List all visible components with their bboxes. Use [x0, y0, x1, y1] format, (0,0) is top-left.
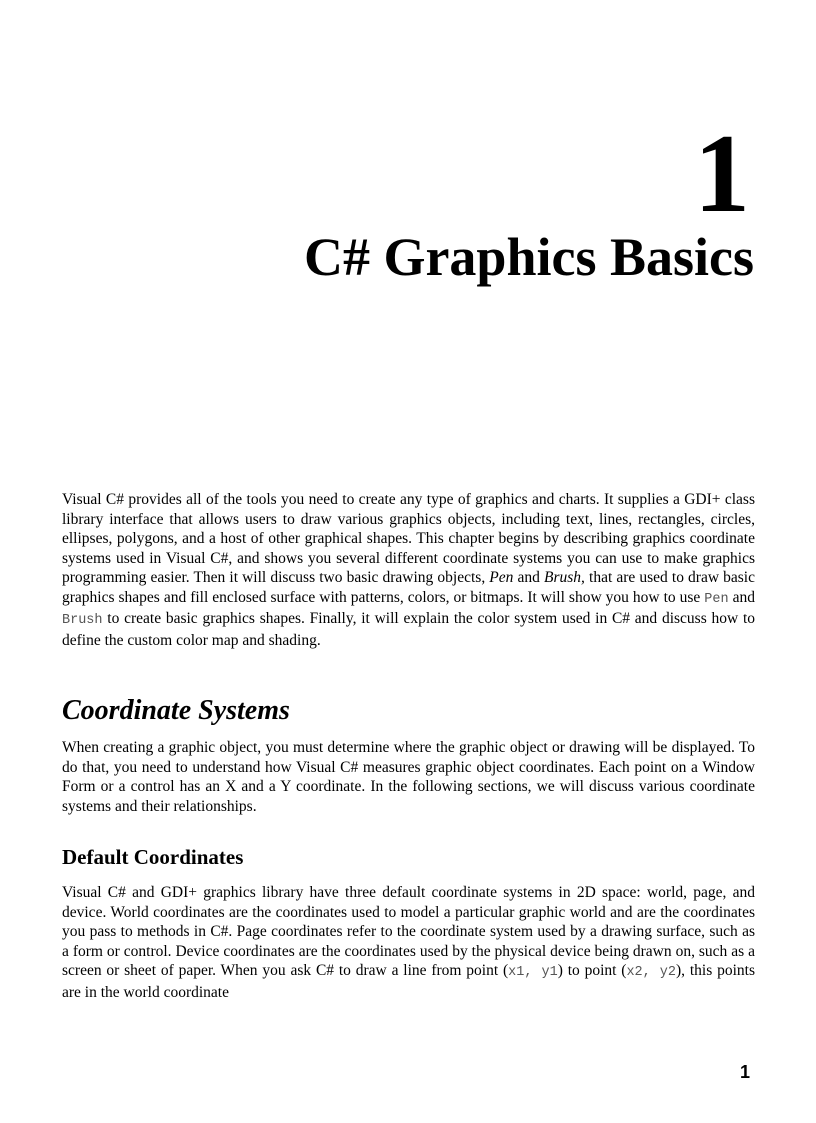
brush-term: Brush, [544, 569, 585, 586]
page-number: 1 [739, 1062, 750, 1082]
intro-and-2: and [728, 588, 755, 606]
intro-and: and [513, 569, 544, 586]
brush-code: Brush [62, 613, 103, 628]
chapter-number: 1 [694, 112, 750, 236]
coordinate-systems-paragraph: When creating a graphic object, you must determine where the graphic object or drawing will be displayed. To do that, you need to understand how Visual C# measures graphic object coordinates. Each point on a Window Form or a control has an X and a Y coordinate. In the following sections, we will discuss various coordinate systems and their relationships. [62, 739, 755, 815]
point-2-code: x2, y2 [626, 965, 677, 980]
intro-text-3: to create basic graphics shapes. Finally, it will explain the color system used in C# and discuss how to define the custom color map and shading. [62, 610, 755, 649]
default-coordinates-paragraph [62, 883, 755, 1002]
pen-term: Pen [489, 569, 514, 586]
intro-paragraph [62, 490, 755, 650]
point-1-code: x1, y1 [508, 965, 558, 980]
default-text-2: ) to point ( [557, 962, 627, 979]
intro-text-1: Visual C# provides all of the tools you need to create any type of graphics and charts. It supplies a GDI+ class library interface that allows users to draw various graphics objects, including text, lines, rectangles, circles, ellipses, polygons, and a host of other graphical shapes. This chapter begins by describing graphics coordinate systems used in Visual C#, and shows you several different coordinate systems you can use to make graphics programming easier. Then it will discuss two basic drawing objects, [62, 491, 755, 586]
default-text-3: ), this points are in the world coordinate [62, 962, 755, 1001]
section-heading: Coordinate Systems [62, 695, 290, 726]
subsection-heading: Default Coordinates [62, 845, 244, 869]
intro-text-2: that are used to draw basic graphics shapes and fill enclosed surface with patterns, colors, or bitmaps. It will show you how to use [62, 569, 755, 606]
default-text-1: Visual C# and GDI+ graphics library have three default coordinate systems in 2D space: world, page, and device. World coordinates are the coordinates used to model a particular graphic world and are the coordinates you pass to methods in C#. Page coordinates refer to the coordinate system used by a drawing surface, such as a form or control. Device coordinates are the coordinates used by the physical device being drawn on, such as a screen or sheet of paper. When you ask C# to draw a line from point ( [62, 884, 755, 979]
pen-code: Pen [704, 591, 729, 607]
chapter-title: C# Graphics Basics [303, 227, 754, 287]
